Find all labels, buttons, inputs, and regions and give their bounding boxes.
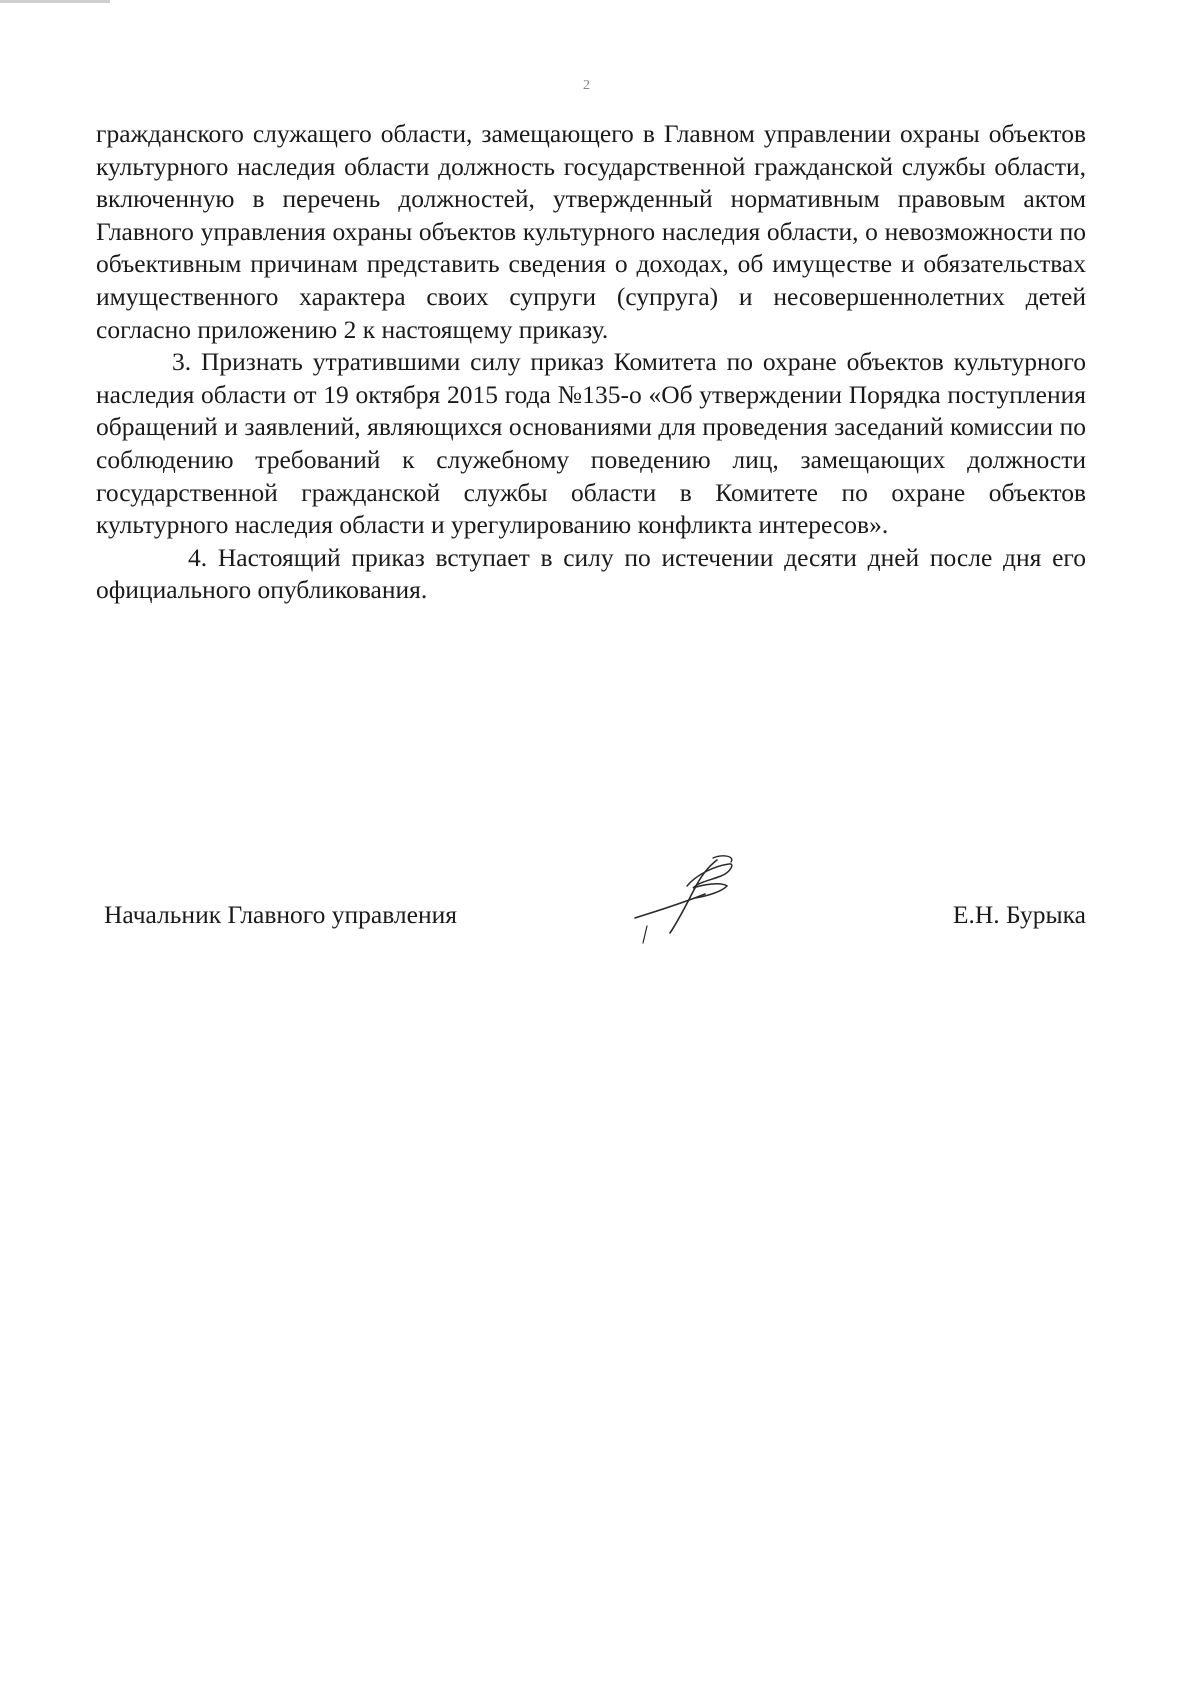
- page-number: 2: [583, 78, 590, 93]
- paragraph-continuation: гражданского служащего области, замещающего в Главном управлении охраны объектов культурного наследия области должность государственной гражданской службы области, включенную в перечень должностей, утвержденный нормативным правовым актом Главного управления охраны объектов культурного наследия области, о невозможности по объективным причинам представить сведения о доходах, об имуществе и обязательствах имущественного характера своих супруги (супруга) и несовершеннолетних детей согласно приложению 2 к настоящему приказу.: [96, 119, 1086, 344]
- paragraph-item-3: 3. Признать утратившими силу приказ Комитета по охране объектов культурного наследия области от 19 октября 2015 года №135-о «Об утверждении Порядка поступления обращений и заявлений, являющихся основаниями для проведения заседаний комиссии по соблюдению требований к служебному поведению лиц, замещающих должности государственной гражданской службы области в Комитете по охране объектов культурного наследия области и урегулированию конфликта интересов».: [96, 347, 1086, 540]
- paragraph-item-4: 4. Настоящий приказ вступает в силу по истечении десяти дней после дня его официального опубликования.: [96, 542, 1086, 605]
- signatory-position: Начальник Главного управления: [104, 900, 457, 929]
- handwritten-signature: [625, 848, 755, 948]
- signature-block: [96, 900, 1086, 960]
- signatory-name: Е.Н. Бурыка: [952, 900, 1086, 929]
- document-body: [96, 118, 1086, 607]
- scan-edge-mark: [0, 0, 110, 3]
